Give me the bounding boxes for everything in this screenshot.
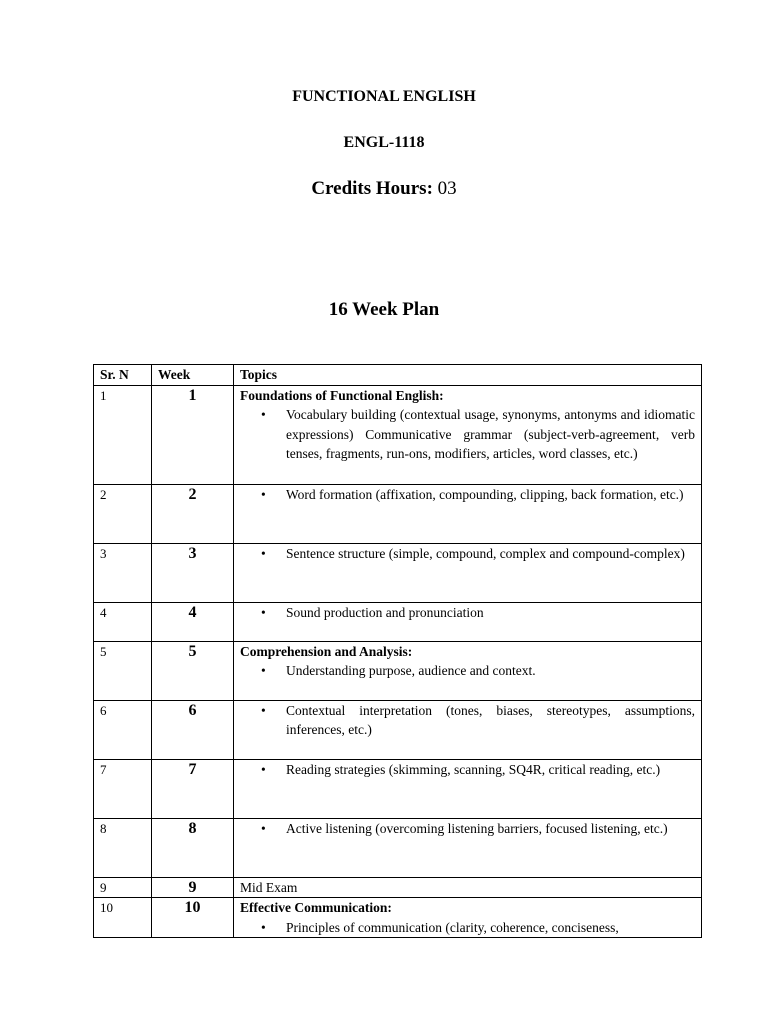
topic-list xyxy=(240,405,695,464)
week-number: 6 xyxy=(152,700,234,759)
week-number: 10 xyxy=(152,898,234,938)
topic-item: • Sound production and pronunciation xyxy=(286,603,695,623)
table-row xyxy=(94,818,702,877)
table-row xyxy=(94,759,702,818)
topic-item: • Reading strategies (skimming, scanning, SQ4R, critical reading, etc.) xyxy=(286,760,695,780)
week-number: 7 xyxy=(152,759,234,818)
serial-number: 5 xyxy=(94,641,152,700)
table-header-row xyxy=(94,365,702,386)
topic-item: • Vocabulary building (contextual usage, synonyms, antonyms and idiomatic expressions) Communicative grammar (subject-verb-agreement, verb tenses, fragments, run-ons, modifiers, articles, word classes, etc.) xyxy=(286,405,695,464)
plan-title: 16 Week Plan xyxy=(328,299,440,320)
table-row xyxy=(94,641,702,700)
serial-number: 10 xyxy=(94,898,152,938)
topic-list xyxy=(240,760,695,780)
topic-list xyxy=(240,819,695,839)
week-number: 4 xyxy=(152,602,234,641)
topic-list xyxy=(240,603,695,623)
serial-number: 4 xyxy=(94,602,152,641)
topics-cell xyxy=(234,484,702,543)
topic-item: • Understanding purpose, audience and context. xyxy=(286,661,695,681)
table-row xyxy=(94,543,702,602)
topics-cell xyxy=(234,759,702,818)
week-number: 1 xyxy=(152,385,234,484)
section-heading: Comprehension and Analysis: xyxy=(240,643,413,659)
topic-list xyxy=(240,918,695,938)
column-header-week: Week xyxy=(152,365,234,386)
topics-cell xyxy=(234,700,702,759)
topic-item: • Word formation (affixation, compounding, clipping, back formation, etc.) xyxy=(286,485,695,505)
week-number: 8 xyxy=(152,818,234,877)
credit-hours-value: 03 xyxy=(437,178,457,199)
topic-item: • Principles of communication (clarity, coherence, conciseness, xyxy=(286,918,695,938)
topic-list xyxy=(240,701,695,740)
section-heading: Effective Communication: xyxy=(240,900,392,915)
serial-number: 3 xyxy=(94,543,152,602)
week-number: 9 xyxy=(152,877,234,898)
serial-number: 8 xyxy=(94,818,152,877)
serial-number: 1 xyxy=(94,385,152,484)
week-number: 5 xyxy=(152,641,234,700)
topics-cell xyxy=(234,543,702,602)
topic-item: • Sentence structure (simple, compound, complex and compound-complex) xyxy=(286,544,695,564)
table-row xyxy=(94,602,702,641)
credit-hours xyxy=(0,178,768,200)
credit-hours-label: Credits Hours: xyxy=(311,178,433,199)
table-row xyxy=(94,877,702,898)
column-header-topics: Topics xyxy=(234,365,702,386)
serial-number: 9 xyxy=(94,877,152,898)
topic-list xyxy=(240,544,695,564)
course-title: FUNCTIONAL ENGLISH xyxy=(292,88,476,105)
week-plan-table xyxy=(93,364,702,938)
topic-list xyxy=(240,661,695,681)
topics-cell xyxy=(234,898,702,938)
topics-cell xyxy=(234,602,702,641)
table-row xyxy=(94,484,702,543)
topic-item: • Active listening (overcoming listening barriers, focused listening, etc.) xyxy=(286,819,695,839)
serial-number: 7 xyxy=(94,759,152,818)
topic-item: • Contextual interpretation (tones, biases, stereotypes, assumptions, inferences, etc.) xyxy=(286,701,695,740)
topic-list xyxy=(240,485,695,505)
week-number: 3 xyxy=(152,543,234,602)
table-row xyxy=(94,898,702,938)
table-row xyxy=(94,700,702,759)
topics-cell xyxy=(234,641,702,700)
week-number: 2 xyxy=(152,484,234,543)
topics-cell xyxy=(234,818,702,877)
topics-cell: Mid Exam xyxy=(234,877,702,898)
topics-cell xyxy=(234,385,702,484)
column-header-sr: Sr. N xyxy=(94,365,152,386)
serial-number: 6 xyxy=(94,700,152,759)
serial-number: 2 xyxy=(94,484,152,543)
table-row xyxy=(94,385,702,484)
section-heading: Foundations of Functional English: xyxy=(240,387,444,403)
course-code: ENGL-1118 xyxy=(343,134,425,151)
